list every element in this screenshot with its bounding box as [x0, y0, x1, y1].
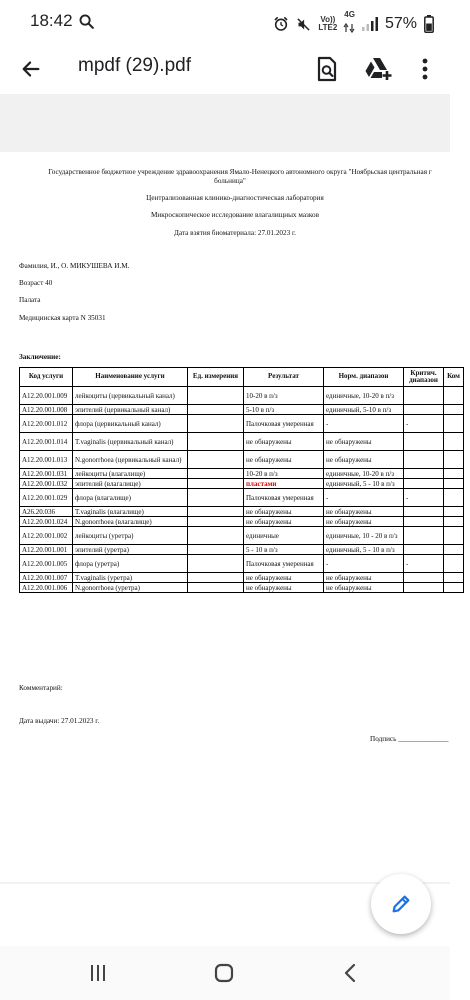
cell-normal-range: не обнаружены	[324, 517, 404, 527]
more-options-button[interactable]	[410, 52, 440, 86]
cell-normal-range: единичные, 10 - 20 в п/з	[324, 527, 404, 545]
cell-unit	[188, 415, 244, 433]
document-title: mpdf (29).pdf	[78, 55, 191, 76]
recent-apps-icon	[89, 964, 107, 982]
cell-result: 5 - 10 в п/з	[244, 545, 324, 555]
cell-unit	[188, 507, 244, 517]
network-type-label: 4G	[344, 10, 355, 19]
pencil-icon	[390, 893, 412, 915]
cell-service: флора (уретра)	[73, 555, 188, 573]
cell-code: A12.20.001.012	[20, 415, 73, 433]
cell-critical-range: -	[404, 555, 444, 573]
patient-name: Фамилия, И., О. МИКУШЕВА И.М.	[19, 262, 130, 270]
cell-service: T.vaginalis (цервикальный канал)	[73, 433, 188, 451]
cell-comment	[444, 433, 464, 451]
cell-critical-range	[404, 527, 444, 545]
alarm-icon	[273, 16, 289, 32]
cell-code: A12.20.001.024	[20, 517, 73, 527]
header-service: Наименование услуги	[73, 368, 188, 387]
cell-critical-range	[404, 405, 444, 415]
cell-normal-range: -	[324, 489, 404, 507]
cell-critical-range	[404, 573, 444, 583]
cell-comment	[444, 573, 464, 583]
cell-critical-range	[404, 517, 444, 527]
table-row	[20, 469, 464, 479]
table-row	[20, 507, 464, 517]
cell-comment	[444, 405, 464, 415]
table-row	[20, 555, 464, 573]
cell-critical-range	[404, 433, 444, 451]
cell-unit	[188, 433, 244, 451]
cell-service: эпителий (цервикальный канал)	[73, 405, 188, 415]
chevron-left-icon	[343, 963, 357, 983]
cell-comment	[444, 489, 464, 507]
cell-unit	[188, 527, 244, 545]
cell-service: эпителий (влагалище)	[73, 479, 188, 489]
cell-normal-range: не обнаружены	[324, 573, 404, 583]
cell-service: флора (влагалище)	[73, 489, 188, 507]
cell-code: A12.20.001.007	[20, 573, 73, 583]
data-arrows-icon	[344, 24, 354, 32]
add-to-drive-icon	[365, 57, 393, 81]
cell-critical-range	[404, 479, 444, 489]
cell-service: T.vaginalis (влагалище)	[73, 507, 188, 517]
find-in-page-button[interactable]	[310, 52, 344, 86]
arrow-left-icon	[20, 58, 42, 80]
comment-label: Комментарий:	[19, 684, 63, 692]
cell-comment	[444, 469, 464, 479]
cell-critical-range: -	[404, 489, 444, 507]
cell-unit	[188, 489, 244, 507]
home-icon	[214, 963, 234, 983]
cell-comment	[444, 555, 464, 573]
volte-label: Vo))	[320, 15, 336, 24]
cell-critical-range	[404, 469, 444, 479]
more-vert-icon	[422, 58, 428, 80]
cell-service: лейкоциты (уретра)	[73, 527, 188, 545]
cell-critical-range	[404, 545, 444, 555]
cell-code: A12.20.001.005	[20, 555, 73, 573]
cell-normal-range: единичные, 10-20 в п/з	[324, 469, 404, 479]
cell-result: 5-10 в п/з	[244, 405, 324, 415]
cell-comment	[444, 583, 464, 593]
table-row	[20, 451, 464, 469]
cell-code: A12.20.001.032	[20, 479, 73, 489]
cell-unit	[188, 583, 244, 593]
signature-line: Подпись ______________	[370, 735, 449, 743]
laboratory-name: Централизованная клинико-диагностическая лаборатория	[146, 194, 324, 202]
lte-label: LTE2	[318, 23, 338, 32]
cell-result: пластами	[244, 479, 324, 489]
cell-critical-range	[404, 451, 444, 469]
find-in-page-icon	[316, 57, 338, 81]
cell-critical-range	[404, 387, 444, 405]
battery-level: 57%	[384, 15, 417, 32]
table-row	[20, 387, 464, 405]
cell-code: A12.20.001.029	[20, 489, 73, 507]
cell-service: флора (цервикальный канал)	[73, 415, 188, 433]
cell-result: не обнаружены	[244, 433, 324, 451]
navigation-bar	[0, 946, 450, 1000]
cell-code: A12.20.001.001	[20, 545, 73, 555]
status-time: 18:42	[30, 11, 73, 30]
network-type-indicator	[344, 11, 355, 37]
cell-service: лейкоциты (влагалище)	[73, 469, 188, 479]
institution-name: Государственное бюджетное учреждение здравоохранения Ямало-Ненецкого автономного округа "Ноябрьская центральная г	[48, 168, 432, 176]
medical-card: Медицинская карта N 35031	[19, 314, 106, 322]
cell-normal-range: не обнаружены	[324, 433, 404, 451]
cell-comment	[444, 527, 464, 545]
nav-back-button[interactable]	[330, 960, 370, 986]
battery-icon	[424, 15, 434, 33]
cell-result: не обнаружены	[244, 573, 324, 583]
cell-comment	[444, 545, 464, 555]
back-button[interactable]	[14, 52, 48, 86]
patient-ward: Палата	[19, 296, 41, 304]
cell-comment	[444, 507, 464, 517]
cell-comment	[444, 517, 464, 527]
volte-indicator	[318, 16, 337, 32]
table-row	[20, 583, 464, 593]
table-row	[20, 545, 464, 555]
cell-comment	[444, 387, 464, 405]
table-row	[20, 517, 464, 527]
cell-code: A12.20.001.008	[20, 405, 73, 415]
cell-critical-range: -	[404, 415, 444, 433]
add-to-drive-button[interactable]	[362, 52, 396, 86]
header-normal-range: Норм. диапазон	[324, 368, 404, 387]
app-bar	[0, 44, 450, 94]
cell-normal-range: не обнаружены	[324, 507, 404, 517]
cell-unit	[188, 545, 244, 555]
cell-service: N.gonorrhoea (цервикальный канал)	[73, 451, 188, 469]
cell-comment	[444, 451, 464, 469]
cell-code: A26.20.036	[20, 507, 73, 517]
cell-result: единичные	[244, 527, 324, 545]
cell-result: не обнаружены	[244, 517, 324, 527]
cell-unit	[188, 555, 244, 573]
header-unit: Ед. измерения	[188, 368, 244, 387]
table-row	[20, 489, 464, 507]
cell-result: 10-20 в п/з	[244, 469, 324, 479]
cell-normal-range: -	[324, 415, 404, 433]
table-header-row	[20, 368, 464, 387]
cell-code: A12.20.001.031	[20, 469, 73, 479]
cell-service: эпителий (уретра)	[73, 545, 188, 555]
table-row	[20, 527, 464, 545]
header-critical-range: Критич. диапазон	[404, 368, 444, 387]
cell-result: Палочковая умеренная	[244, 555, 324, 573]
header-result: Результат	[244, 368, 324, 387]
sample-date: Дата взятия биоматериала: 27.01.2023 г.	[174, 229, 296, 237]
cell-result: не обнаружены	[244, 583, 324, 593]
signal-icon	[362, 17, 378, 31]
cell-unit	[188, 573, 244, 583]
pdf-viewer[interactable]	[0, 94, 460, 884]
cell-unit	[188, 451, 244, 469]
cell-critical-range	[404, 507, 444, 517]
cell-normal-range: единичный, 5-10 в п/з	[324, 405, 404, 415]
institution-name-cont: больница"	[214, 177, 246, 185]
recent-apps-button[interactable]	[78, 960, 118, 986]
cell-service: лейкоциты (цервикальный канал)	[73, 387, 188, 405]
cell-normal-range: -	[324, 555, 404, 573]
table-row	[20, 415, 464, 433]
pdf-page[interactable]	[0, 152, 470, 882]
table-row	[20, 479, 464, 489]
cell-result: Палочковая умеренная	[244, 489, 324, 507]
cell-normal-range: не обнаружены	[324, 451, 404, 469]
issue-date: Дата выдачи: 27.01.2023 г.	[19, 717, 100, 725]
mute-icon	[296, 17, 311, 32]
cell-code: A12.20.001.002	[20, 527, 73, 545]
status-icons	[273, 11, 434, 37]
cell-comment	[444, 479, 464, 489]
header-code: Код услуги	[20, 368, 73, 387]
cell-service: N.gonorrhoea (уретра)	[73, 583, 188, 593]
cell-result: не обнаружены	[244, 451, 324, 469]
results-body	[20, 387, 464, 593]
results-table	[19, 367, 464, 593]
edit-button[interactable]	[371, 874, 431, 934]
search-icon	[78, 13, 95, 30]
cell-unit	[188, 405, 244, 415]
cell-normal-range: единичные, 10-20 в п/з	[324, 387, 404, 405]
patient-age: Возраст 40	[19, 279, 53, 287]
cell-service: N.gonorrhoea (влагалище)	[73, 517, 188, 527]
table-row	[20, 433, 464, 451]
study-name: Микроскопическое исследование влагалищных мазков	[151, 211, 319, 219]
cell-code: A12.20.001.009	[20, 387, 73, 405]
status-bar	[0, 0, 450, 44]
cell-normal-range: единичный, 5 - 10 в п/з	[324, 479, 404, 489]
cell-critical-range	[404, 583, 444, 593]
cell-normal-range: единичный, 5 - 10 в п/з	[324, 545, 404, 555]
cell-code: A12.20.001.014	[20, 433, 73, 451]
cell-result: 10-20 в п/з	[244, 387, 324, 405]
conclusion-label: Заключение:	[19, 353, 61, 361]
cell-unit	[188, 469, 244, 479]
cell-code: A12.20.001.006	[20, 583, 73, 593]
table-row	[20, 573, 464, 583]
cell-normal-range: не обнаружены	[324, 583, 404, 593]
cell-result: не обнаружены	[244, 507, 324, 517]
cell-unit	[188, 387, 244, 405]
cell-service: T.vaginalis (уретра)	[73, 573, 188, 583]
cell-result: Палочковая умеренная	[244, 415, 324, 433]
cell-unit	[188, 479, 244, 489]
header-comment: Ком	[444, 368, 464, 387]
cell-comment	[444, 415, 464, 433]
cell-code: A12.20.001.013	[20, 451, 73, 469]
cell-unit	[188, 517, 244, 527]
home-button[interactable]	[204, 960, 244, 986]
table-row	[20, 405, 464, 415]
